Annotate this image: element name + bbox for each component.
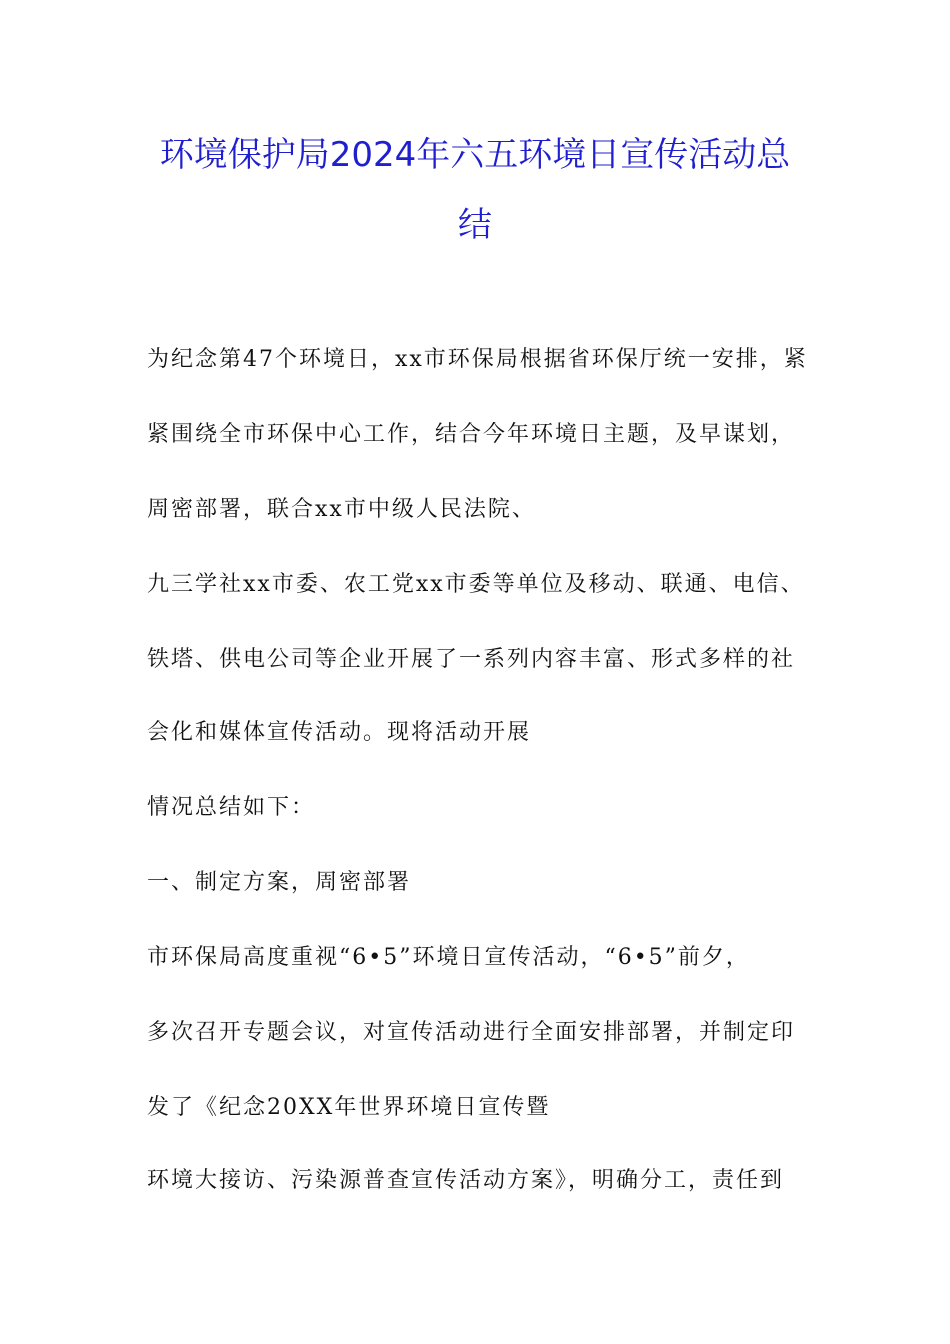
body-line-4: 九三学社xx市委、农工党xx市委等单位及移动、联通、电信、 (147, 572, 805, 597)
section-heading-1: 一、制定方案，周密部署 (147, 870, 412, 895)
body-line-11: 发了《纪念20XX年世界环境日宣传暨 (147, 1095, 551, 1120)
body-line-1: 为纪念第47个环境日，xx市环保局根据省环保厅统一安排，紧 (147, 347, 808, 372)
body-line-12: 环境大接访、污染源普查宣传活动方案》，明确分工，责任到 (147, 1168, 785, 1193)
body-line-9: 市环保局高度重视“6•5”环境日宣传活动，“6•5”前夕， (147, 945, 750, 970)
body-line-6: 会化和媒体宣传活动。现将活动开展 (147, 720, 532, 745)
body-line-10: 多次召开专题会议，对宣传活动进行全面安排部署，并制定印 (147, 1020, 796, 1045)
document-title-line-1: 环境保护局2024年六五环境日宣传活动总 (159, 135, 791, 175)
body-line-3: 周密部署，联合xx市中级人民法院、 (147, 497, 536, 522)
body-line-7: 情况总结如下： (147, 795, 316, 820)
body-line-2: 紧围绕全市环保中心工作，结合今年环境日主题，及早谋划， (147, 422, 796, 447)
document-title-line-2: 结 (458, 205, 492, 245)
body-line-5: 铁塔、供电公司等企业开展了一系列内容丰富、形式多样的社 (147, 647, 796, 672)
